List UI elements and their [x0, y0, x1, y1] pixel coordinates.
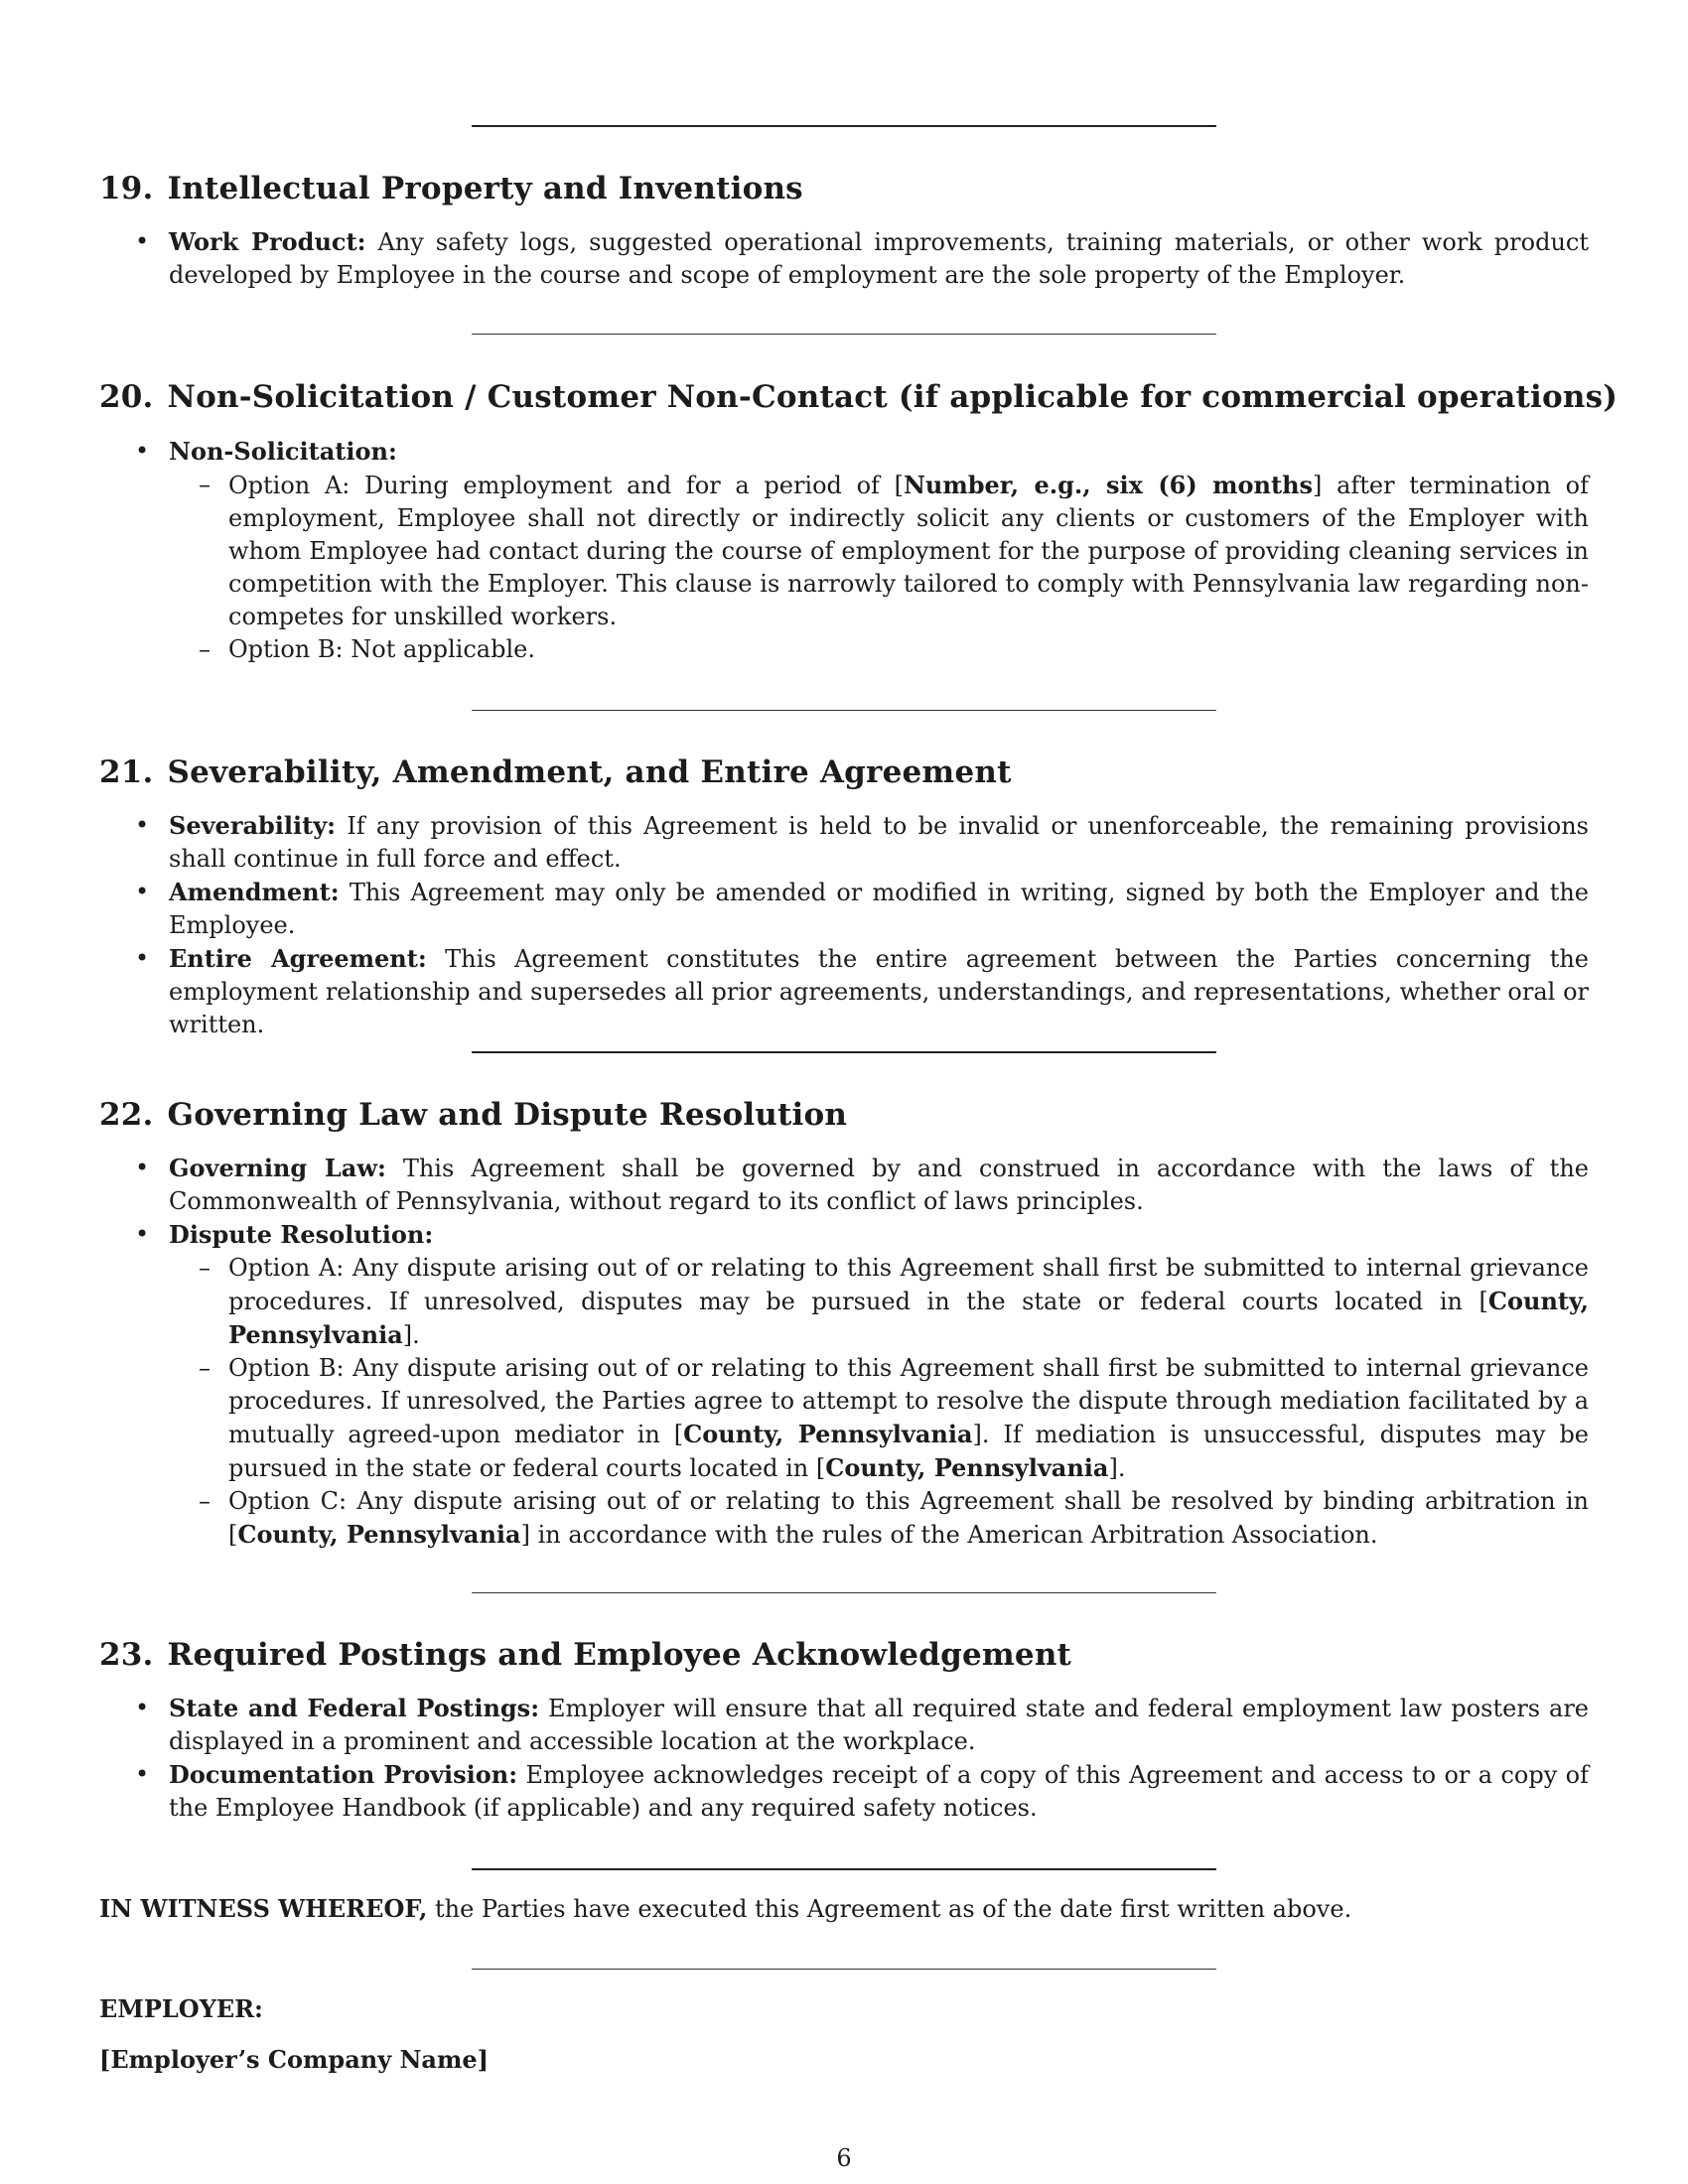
list-item	[99, 225, 1589, 292]
section-19-body	[99, 225, 1589, 292]
list-item: • Severability: If any provision of this Agreement is held to be invalid or unenforceable, the remaining provisions shall continue in full force and effect.	[99, 809, 1589, 876]
witness-text: the Parties have executed this Agreement as of the date first written above.	[434, 1895, 1352, 1923]
item-label: Entire Agreement:	[169, 944, 427, 973]
option-item: – Option B: Any dispute arising out of or relating to this Agreement shall first be submitted to internal grievance procedures. If unresolved, the Parties agree to attempt to resolve the dispute through mediation facilitated by a mutually agreed-upon mediator in [County, Pennsylvania]. If mediation is unsuccessful, disputes may be pursued in the state or federal courts located in [County, Pennsylvania].	[169, 1352, 1589, 1485]
section-20-body	[99, 435, 1589, 666]
item-label: Severability:	[169, 811, 337, 840]
item-label: Non-Solicitation:	[169, 437, 397, 466]
item-label: Documentation Provision:	[169, 1760, 518, 1789]
list-item: • Amendment: This Agreement may only be amended or modified in writing, signed by both the Employer and the Employee.	[99, 876, 1589, 942]
item-label: Dispute Resolution:	[169, 1220, 434, 1249]
option-item: – Option B: Not applicable.	[169, 633, 1589, 666]
option-item: – Option C: Any dispute arising out of or relating to this Agreement shall be resolved by binding arbitration in [County, Pennsylvania] in accordance with the rules of the American Arbitration Association.	[169, 1485, 1589, 1552]
section-divider	[472, 1592, 1216, 1593]
list-item: • State and Federal Postings: Employer will ensure that all required state and federal employment law posters are displayed in a prominent and accessible location at the workplace.	[99, 1692, 1589, 1758]
section-21-heading: 21. Severability, Amendment, and Entire Agreement	[99, 754, 1012, 790]
employer-label: EMPLOYER:	[99, 1994, 263, 2023]
list-item: • Entire Agreement: This Agreement constitutes the entire agreement between the Parties concerning the employment relationship and supersedes all prior agreements, understandings, and representations, whether oral or written.	[99, 942, 1589, 1041]
section-divider	[472, 125, 1216, 127]
option-item: – Option A: Any dispute arising out of or relating to this Agreement shall first be submitted to internal grievance procedures. If unresolved, disputes may be pursued in the state or federal courts located in [County, Pennsylvania].	[169, 1252, 1589, 1352]
item-label: Governing Law:	[169, 1154, 386, 1182]
list-item	[99, 435, 1589, 666]
section-divider	[472, 1868, 1216, 1870]
list-item: • Governing Law: This Agreement shall be governed by and construed in accordance with the laws of the Commonwealth of Pennsylvania, without regard to its conflict of laws principles.	[99, 1152, 1589, 1218]
section-21-body	[99, 809, 1589, 1041]
list-item	[99, 1218, 1589, 1552]
page-number: 6	[836, 2144, 852, 2172]
item-label: State and Federal Postings:	[169, 1694, 540, 1722]
option-item: – Option A: During employment and for a period of [Number, e.g., six (6) months] after termination of employment, Employee shall not directly or indirectly solicit any clients or customers of the Employer with whom Employee had contact during the course of employment for the purpose of providing cleaning services in competition with the Employer. This clause is narrowly tailored to comply with Pennsylvania law regarding non-competes for unskilled workers.	[169, 469, 1589, 633]
witness-statement	[99, 1892, 1589, 1926]
item-label: Work Product:	[169, 227, 366, 256]
section-divider	[472, 334, 1216, 335]
section-19-heading: 19. Intellectual Property and Inventions	[99, 171, 803, 206]
section-divider	[472, 710, 1216, 711]
employer-name: [Employer’s Company Name]	[99, 2045, 490, 2074]
item-label: Amendment:	[169, 878, 340, 906]
item-text: Any safety logs, suggested operational improvements, training materials, or other work product developed by Employee in the course and scope of employment are the sole property of the Employer.	[169, 228, 1589, 289]
section-22-heading: 22. Governing Law and Dispute Resolution	[99, 1097, 848, 1133]
section-divider	[472, 1051, 1216, 1053]
witness-label: IN WITNESS WHEREOF,	[99, 1894, 428, 1923]
section-20-heading: 20. Non-Solicitation / Customer Non-Contact (if applicable for commercial operations)	[99, 379, 1618, 415]
section-23-body	[99, 1692, 1589, 1825]
section-23-heading: 23. Required Postings and Employee Acknowledgement	[99, 1637, 1072, 1673]
section-22-body	[99, 1152, 1589, 1552]
section-divider	[472, 1969, 1216, 1970]
list-item: • Documentation Provision: Employee acknowledges receipt of a copy of this Agreement and access to or a copy of the Employee Handbook (if applicable) and any required safety notices.	[99, 1758, 1589, 1825]
